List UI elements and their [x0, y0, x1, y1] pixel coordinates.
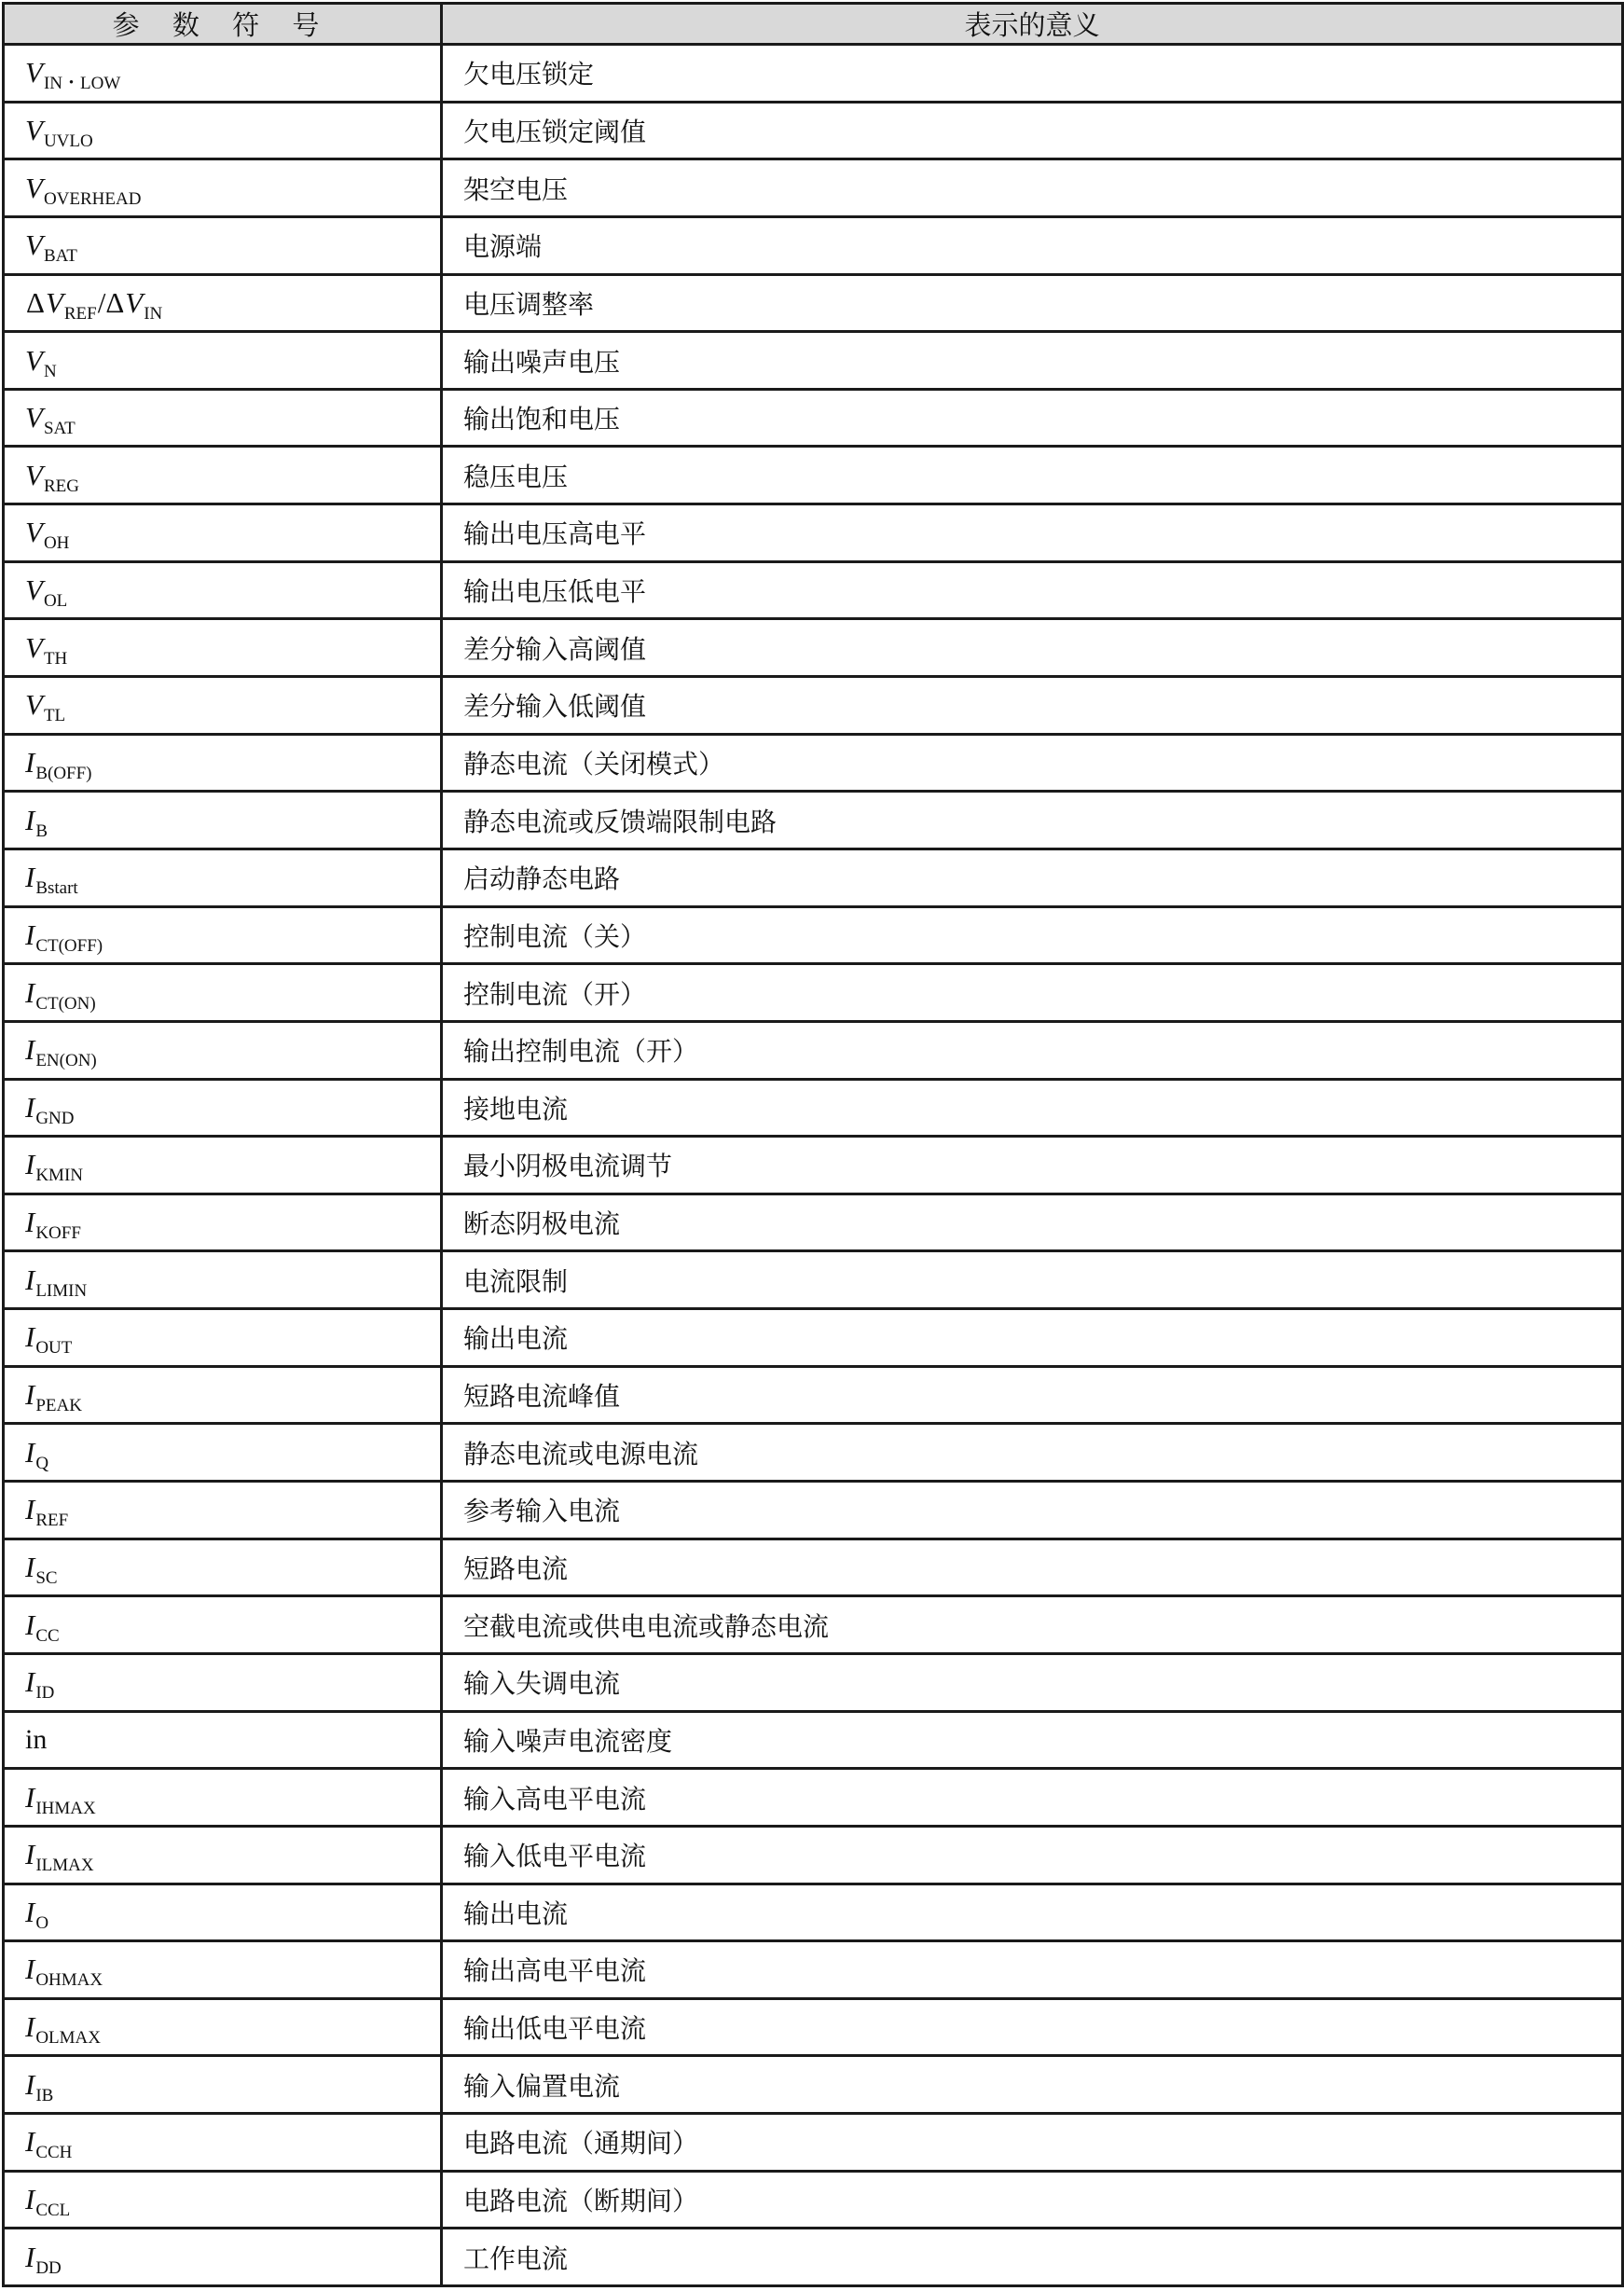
meaning-text: 工作电流 — [463, 2243, 569, 2274]
table-row — [4, 619, 1623, 677]
meaning-text: 最小阴极电流调节 — [463, 1151, 673, 1182]
symbol-subscript: SAT — [43, 419, 76, 439]
meaning-cell — [442, 159, 1623, 217]
meaning-cell — [442, 906, 1623, 964]
parameter-symbol-cell — [4, 389, 442, 447]
meaning-cell — [442, 1194, 1623, 1251]
symbol-letter: V — [25, 401, 43, 435]
meaning-text: 欠电压锁定阈值 — [463, 116, 647, 147]
table-row — [4, 849, 1623, 906]
meaning-text: 电源端 — [463, 231, 543, 263]
meaning-text: 静态电流（关闭模式） — [463, 749, 725, 780]
parameter-symbol-cell — [4, 1711, 442, 1769]
table-header — [4, 4, 1623, 45]
symbol-letter: I — [25, 1895, 35, 1928]
parameter-symbol-cell — [4, 1941, 442, 1999]
table-row — [4, 1884, 1623, 1941]
meaning-cell — [442, 561, 1623, 619]
table-row — [4, 1711, 1623, 1769]
meaning-text: 差分输入高阈值 — [463, 633, 647, 665]
meaning-cell — [442, 1884, 1623, 1941]
symbol-subscript: OL — [43, 591, 68, 612]
meaning-text: 输出噪声电压 — [463, 346, 621, 378]
meaning-text: 电流限制 — [463, 1265, 569, 1297]
table-body — [4, 45, 1623, 2286]
parameter-symbol-cell — [4, 1653, 442, 1711]
meaning-text: 稳压电压 — [463, 461, 569, 492]
symbol-subscript: EN(ON) — [35, 1051, 97, 1071]
symbol-letter: V — [25, 113, 43, 146]
header-meaning: 表示的意义 — [442, 4, 1623, 45]
parameter-symbol-cell — [4, 2114, 442, 2172]
table-row — [4, 1998, 1623, 2056]
table-row — [4, 332, 1623, 390]
table-row — [4, 1539, 1623, 1596]
table-row — [4, 1424, 1623, 1482]
parameter-symbol-cell — [4, 2171, 442, 2229]
meaning-cell — [442, 1826, 1623, 1884]
symbol-subscript: CCH — [35, 2143, 73, 2163]
meaning-text: 输出电压高电平 — [463, 518, 647, 550]
table-row — [4, 677, 1623, 735]
symbol-subscript: ILMAX — [35, 1856, 94, 1876]
symbol-letter: I — [25, 1550, 35, 1583]
table-row — [4, 1194, 1623, 1251]
meaning-text: 架空电压 — [463, 173, 569, 205]
symbol-letter: I — [25, 803, 35, 836]
table-row — [4, 504, 1623, 562]
symbol-letter: I — [25, 861, 35, 894]
symbol-subscript: B(OFF) — [35, 764, 92, 783]
symbol-subscript: GND — [35, 1108, 75, 1128]
symbol-letter: V — [25, 630, 43, 664]
symbol-letter: I — [25, 1493, 35, 1526]
table-row — [4, 1769, 1623, 1827]
symbol-subscript: CCL — [35, 2201, 71, 2221]
table-row — [4, 1941, 1623, 1999]
meaning-cell — [442, 1482, 1623, 1539]
meaning-text: 静态电流或电源电流 — [463, 1438, 699, 1470]
meaning-cell — [442, 677, 1623, 735]
parameter-symbol-cell — [4, 1998, 442, 2056]
meaning-cell — [442, 1309, 1623, 1367]
meaning-text: 空截电流或供电电流或静态电流 — [463, 1610, 830, 1642]
table-row — [4, 1596, 1623, 1654]
table-row — [4, 1366, 1623, 1424]
symbol-subscript: KOFF — [35, 1223, 81, 1244]
meaning-cell — [442, 102, 1623, 159]
symbol-subscript: IB — [35, 2085, 54, 2105]
meaning-text: 输出电流 — [463, 1323, 569, 1355]
meaning-text: 输出高电平电流 — [463, 1955, 647, 1987]
symbol-letter: I — [25, 918, 35, 951]
symbol-letter: I — [25, 2240, 35, 2273]
table-row — [4, 2114, 1623, 2172]
meaning-text: 输出电压低电平 — [463, 576, 647, 608]
meaning-cell — [442, 1137, 1623, 1194]
meaning-cell — [442, 1769, 1623, 1827]
meaning-text: 短路电流峰值 — [463, 1381, 621, 1413]
symbol-letter: V — [25, 171, 43, 204]
parameter-symbol-cell — [4, 1309, 442, 1367]
symbol-subscript: UVLO — [43, 131, 93, 151]
symbol-letter: I — [25, 2183, 35, 2216]
header-row — [4, 4, 1623, 45]
table-row — [4, 1021, 1623, 1079]
symbol-subscript: CC — [35, 1625, 60, 1646]
symbol-letter: I — [25, 1608, 35, 1641]
meaning-text: 控制电流（开） — [463, 978, 647, 1010]
parameter-symbol-cell — [4, 1366, 442, 1424]
symbol-letter: I — [25, 1206, 35, 1239]
symbol-subscript: N — [43, 361, 57, 381]
parameter-symbol-cell — [4, 964, 442, 1022]
meaning-text: 控制电流（关） — [463, 920, 647, 952]
symbol-subscript: PEAK — [35, 1396, 82, 1416]
table-row — [4, 389, 1623, 447]
meaning-text: 输入噪声电流密度 — [463, 1725, 673, 1757]
meaning-text: 电路电流（通期间） — [463, 2128, 699, 2160]
symbol-letter: I — [25, 975, 35, 1009]
meaning-cell — [442, 2171, 1623, 2229]
parameter-symbol-cell — [4, 906, 442, 964]
symbol-letter: V — [25, 573, 43, 607]
symbol-letter: Δ — [26, 285, 45, 319]
meaning-cell — [442, 45, 1623, 103]
meaning-text: 欠电压锁定 — [463, 59, 595, 90]
parameter-symbol-cell — [4, 332, 442, 390]
symbol-letter: V — [25, 228, 43, 262]
parameter-symbol-cell — [4, 849, 442, 906]
symbol-letter: I — [25, 1665, 35, 1699]
table-row — [4, 102, 1623, 159]
meaning-text: 断态阴极电流 — [463, 1208, 621, 1240]
symbol-subscript: OH — [43, 533, 70, 554]
symbol-letter: I — [25, 1033, 35, 1067]
meaning-text: 短路电流 — [463, 1553, 569, 1584]
meaning-cell — [442, 849, 1623, 906]
symbol-subscript: OUT — [35, 1338, 73, 1359]
meaning-text: 差分输入低阈值 — [463, 691, 647, 723]
symbol-subscript: REG — [43, 476, 79, 496]
meaning-cell — [442, 964, 1623, 1022]
symbol-letter: in — [25, 1723, 48, 1755]
meaning-text: 输入低电平电流 — [463, 1841, 647, 1872]
symbol-letter: I — [25, 1780, 35, 1814]
parameter-symbol-cell — [4, 159, 442, 217]
meaning-cell — [442, 2114, 1623, 2172]
meaning-cell — [442, 1251, 1623, 1309]
meaning-text: 输入失调电流 — [463, 1668, 621, 1700]
parameter-symbol-cell — [4, 734, 442, 792]
parameter-symbol-cell — [4, 1194, 442, 1251]
parameter-symbol-cell — [4, 2056, 442, 2114]
meaning-text: 输出低电平电流 — [463, 2013, 647, 2045]
meaning-text: 输入偏置电流 — [463, 2070, 621, 2102]
symbol-letter: V — [25, 343, 43, 377]
symbol-subscript: OHMAX — [35, 1970, 103, 1991]
symbol-letter: I — [25, 2125, 35, 2159]
symbol-letter: V — [25, 688, 43, 722]
meaning-cell — [442, 447, 1623, 504]
meaning-cell — [442, 1539, 1623, 1596]
symbol-subscript: LIMIN — [35, 1280, 88, 1301]
parameter-symbol-cell — [4, 102, 442, 159]
symbol-letter: I — [25, 1090, 35, 1124]
table-row — [4, 1653, 1623, 1711]
table-row — [4, 159, 1623, 217]
symbol-subscript: O — [35, 1912, 49, 1933]
table-row — [4, 1826, 1623, 1884]
meaning-cell — [442, 1424, 1623, 1482]
meaning-cell — [442, 1998, 1623, 2056]
symbol-letter: /Δ — [97, 285, 125, 319]
symbol-letter: I — [25, 2067, 35, 2101]
meaning-cell — [442, 792, 1623, 849]
parameter-symbol-cell — [4, 504, 442, 562]
table-row — [4, 274, 1623, 332]
parameter-symbol-cell — [4, 1137, 442, 1194]
symbol-subscript: CT(ON) — [35, 993, 96, 1014]
symbol-letter: I — [25, 1320, 35, 1354]
meaning-cell — [442, 274, 1623, 332]
meaning-cell — [442, 1596, 1623, 1654]
symbol-letter: I — [25, 1838, 35, 1871]
symbol-subscript: SC — [35, 1567, 58, 1588]
parameter-symbol-cell — [4, 1021, 442, 1079]
meaning-cell — [442, 1366, 1623, 1424]
table-row — [4, 447, 1623, 504]
symbol-subscript: REF — [63, 303, 97, 324]
symbol-subscript: TL — [43, 706, 66, 726]
parameter-symbol-cell — [4, 1769, 442, 1827]
symbol-letter: V — [25, 516, 43, 549]
meaning-text: 输出控制电流（开） — [463, 1036, 699, 1068]
meaning-cell — [442, 619, 1623, 677]
meaning-text: 静态电流或反馈端限制电路 — [463, 806, 778, 837]
table-row — [4, 906, 1623, 964]
symbol-subscript: CT(OFF) — [35, 935, 103, 956]
symbol-subscript: Q — [35, 1453, 49, 1473]
parameter-symbol-cell — [4, 447, 442, 504]
parameter-symbol-cell — [4, 1884, 442, 1941]
symbol-letter: V — [25, 56, 43, 90]
parameter-symbol-cell — [4, 274, 442, 332]
symbol-subscript: IN・LOW — [43, 74, 121, 94]
parameter-symbol-cell — [4, 1826, 442, 1884]
symbol-letter: I — [25, 746, 35, 779]
table-row — [4, 792, 1623, 849]
symbol-letter: I — [25, 1378, 35, 1412]
meaning-cell — [442, 216, 1623, 274]
parameter-symbol-cell — [4, 792, 442, 849]
symbol-subscript: ID — [35, 1683, 55, 1704]
meaning-text: 输出饱和电压 — [463, 404, 621, 435]
parameter-symbol-cell — [4, 619, 442, 677]
meaning-cell — [442, 1941, 1623, 1999]
parameter-symbol-cell — [4, 216, 442, 274]
meaning-text: 启动静态电路 — [463, 863, 621, 895]
symbol-subscript: Bstart — [35, 878, 78, 899]
symbol-letter: I — [25, 2010, 35, 2044]
symbol-subscript: TH — [43, 648, 68, 669]
meaning-text: 参考输入电流 — [463, 1496, 621, 1527]
table-row — [4, 1137, 1623, 1194]
symbol-subscript: IHMAX — [35, 1798, 96, 1818]
meaning-cell — [442, 1079, 1623, 1137]
symbol-letter: I — [25, 1435, 35, 1469]
symbol-letter: V — [125, 285, 144, 319]
symbol-subscript: KMIN — [35, 1166, 83, 1186]
table-row — [4, 2171, 1623, 2229]
symbol-letter: V — [25, 458, 43, 491]
table-row — [4, 734, 1623, 792]
meaning-cell — [442, 504, 1623, 562]
header-parameter-symbol: 参 数 符 号 — [4, 4, 442, 45]
parameter-symbol-cell — [4, 1424, 442, 1482]
table-row — [4, 1079, 1623, 1137]
symbol-subscript: BAT — [43, 246, 77, 267]
meaning-cell — [442, 1711, 1623, 1769]
table-row — [4, 1251, 1623, 1309]
parameter-symbol-cell — [4, 1539, 442, 1596]
meaning-cell — [442, 734, 1623, 792]
symbol-subscript: REF — [35, 1511, 69, 1531]
meaning-cell — [442, 1653, 1623, 1711]
parameter-symbol-table — [2, 2, 1624, 2287]
table-row — [4, 2056, 1623, 2114]
parameter-symbol-cell — [4, 1596, 442, 1654]
symbol-letter: I — [25, 1263, 35, 1296]
parameter-symbol-cell — [4, 1079, 442, 1137]
parameter-symbol-cell — [4, 2229, 442, 2286]
table-row — [4, 561, 1623, 619]
table-row — [4, 964, 1623, 1022]
symbol-subscript: DD — [35, 2257, 62, 2278]
meaning-text: 输出电流 — [463, 1898, 569, 1929]
meaning-cell — [442, 2229, 1623, 2286]
meaning-cell — [442, 2056, 1623, 2114]
parameter-symbol-cell — [4, 45, 442, 103]
meaning-cell — [442, 332, 1623, 390]
meaning-text: 输入高电平电流 — [463, 1783, 647, 1815]
table-row — [4, 45, 1623, 103]
meaning-cell — [442, 389, 1623, 447]
symbol-letter: V — [45, 285, 63, 319]
parameter-symbol-cell — [4, 1482, 442, 1539]
symbol-subscript: OLMAX — [35, 2028, 101, 2049]
symbol-subscript: B — [35, 821, 48, 841]
symbol-subscript: OVERHEAD — [43, 188, 142, 209]
table-row — [4, 1309, 1623, 1367]
parameter-symbol-cell — [4, 561, 442, 619]
meaning-text: 电路电流（断期间） — [463, 2186, 699, 2217]
symbol-letter: I — [25, 1148, 35, 1181]
meaning-cell — [442, 1021, 1623, 1079]
symbol-subscript: IN — [144, 303, 163, 324]
symbol-letter: I — [25, 1953, 35, 1986]
table-row — [4, 216, 1623, 274]
parameter-symbol-cell — [4, 1251, 442, 1309]
meaning-text: 电压调整率 — [463, 288, 595, 320]
meaning-text: 接地电流 — [463, 1093, 569, 1125]
table-row — [4, 1482, 1623, 1539]
parameter-symbol-cell — [4, 677, 442, 735]
table-row — [4, 2229, 1623, 2286]
